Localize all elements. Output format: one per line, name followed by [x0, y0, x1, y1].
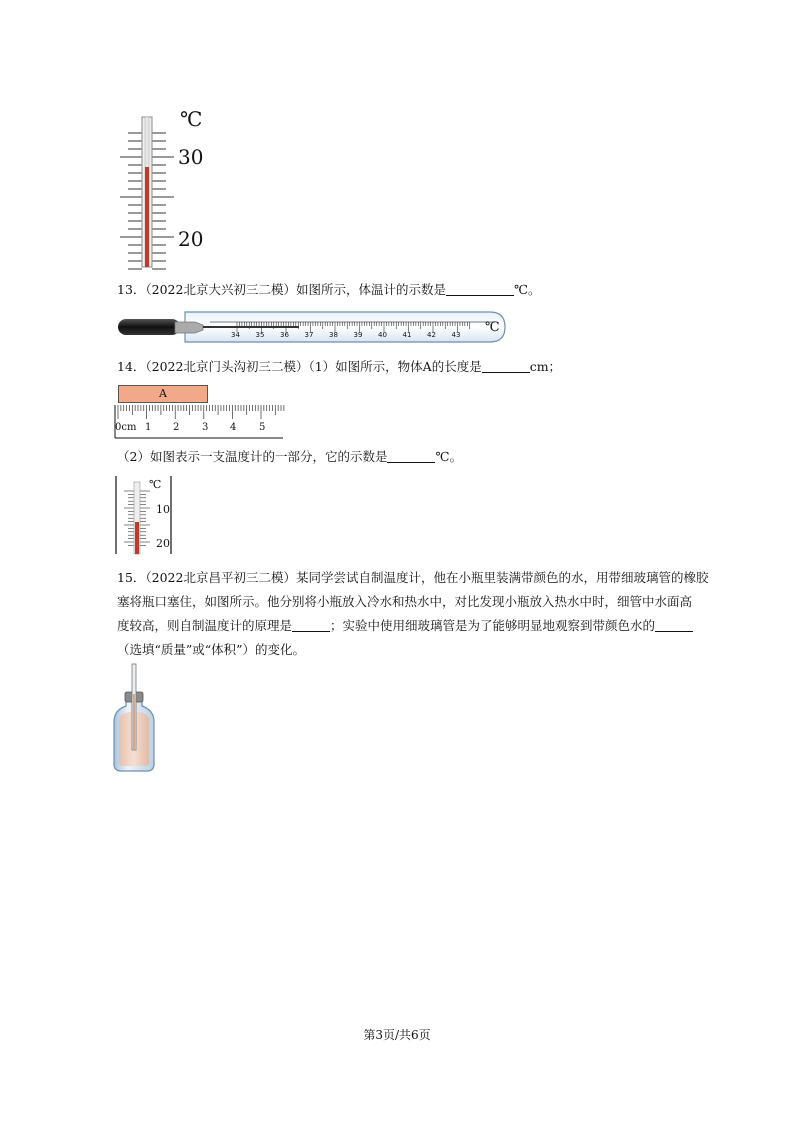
- question-14-part-1-unit: cm；: [529, 359, 562, 374]
- clinical-thermometer-unit: ℃: [485, 320, 500, 335]
- question-14-part-1: [117, 355, 561, 379]
- question-15-line-1: 15．（2022北京昌平初三二模）某同学尝试自制温度计，他在小瓶里装满带颜色的水，用带细玻璃管的橡胶: [117, 570, 709, 585]
- question-15-line-2: 塞将瓶口塞住，如图所示。他分别将小瓶放入冷水和热水中，对比发现小瓶放入热水中时，细管中水面高: [117, 594, 693, 609]
- thermometer-2-liquid: [135, 522, 139, 554]
- clinical-thermometer: [115, 308, 510, 348]
- object-a-label: A: [159, 387, 167, 400]
- question-13: [117, 278, 540, 302]
- thermometer-2-label-20: 20: [156, 537, 170, 550]
- ruler-label-1: 1: [145, 422, 152, 433]
- ruler-ticks: [118, 405, 284, 419]
- thermometer-1-label-20: 20: [178, 227, 204, 251]
- question-14-part-2: [117, 445, 462, 469]
- clinical-thermometer-label: 42: [427, 331, 436, 339]
- ruler-label-0: 0cm: [115, 422, 137, 433]
- clinical-thermometer-label: 37: [304, 331, 314, 339]
- clinical-thermometer-label: 38: [329, 331, 338, 339]
- answer-blank-14-2[interactable]: [387, 448, 435, 463]
- clinical-thermometer-label: 35: [255, 331, 265, 339]
- thermometer-1-unit: ℃: [180, 107, 203, 131]
- answer-blank-14-1[interactable]: [482, 358, 530, 373]
- question-14-part-2-text: （2）如图表示一支温度计的一部分，它的示数是: [117, 449, 388, 464]
- thermometer-1-liquid: [145, 167, 149, 267]
- page-footer: [0, 1026, 794, 1043]
- question-15-line-4: （选填“质量”或“体积”）的变化。: [117, 642, 306, 657]
- clinical-thermometer-label: 43: [451, 331, 461, 339]
- question-15-line-3-text: 度较高，则自制温度计的原理是: [117, 618, 293, 633]
- ruler-label-5: 5: [259, 422, 266, 433]
- thermometer-figure-2: [113, 474, 175, 556]
- question-15: [117, 566, 708, 662]
- ruler-figure: [113, 384, 288, 440]
- clinical-thermometer-label: 40: [378, 331, 387, 339]
- clinical-thermometer-label: 41: [402, 331, 412, 339]
- question-13-text: 13．（2022北京大兴初三二模）如图所示，体温计的示数是: [117, 282, 446, 297]
- answer-blank-15-1[interactable]: [292, 617, 330, 632]
- bottle-drawing: [110, 662, 160, 774]
- question-15-line-3-mid: ；实验中使用细玻璃管是为了能够明显地观察到带颜色水的: [330, 618, 656, 633]
- thermometer-2-label-10: 10: [156, 503, 170, 516]
- question-14-part-2-unit: ℃。: [435, 449, 462, 464]
- bottle-figure: [110, 662, 160, 774]
- answer-blank-13[interactable]: [446, 281, 514, 296]
- thermometer-1-drawing: [110, 105, 220, 275]
- clinical-thermometer-label: 39: [353, 331, 363, 339]
- ruler-label-4: 4: [230, 422, 237, 433]
- clinical-thermometer-drawing: [115, 308, 510, 348]
- thermometer-2-unit: ℃: [149, 478, 162, 491]
- clinical-thermometer-label: 34: [231, 331, 240, 339]
- thermometer-figure-1: [110, 105, 220, 275]
- question-14-part-1-text: 14．（2022北京门头沟初三二模）（1）如图所示，物体A的长度是: [117, 359, 482, 374]
- question-13-unit: ℃。: [513, 282, 541, 297]
- answer-blank-15-2[interactable]: [655, 617, 693, 632]
- ruler-label-2: 2: [173, 422, 180, 433]
- page-number: 第3页/共6页: [363, 1028, 431, 1042]
- thermometer-1-label-30: 30: [178, 145, 204, 169]
- clinical-thermometer-label: 36: [280, 331, 289, 339]
- ruler-label-3: 3: [202, 422, 209, 433]
